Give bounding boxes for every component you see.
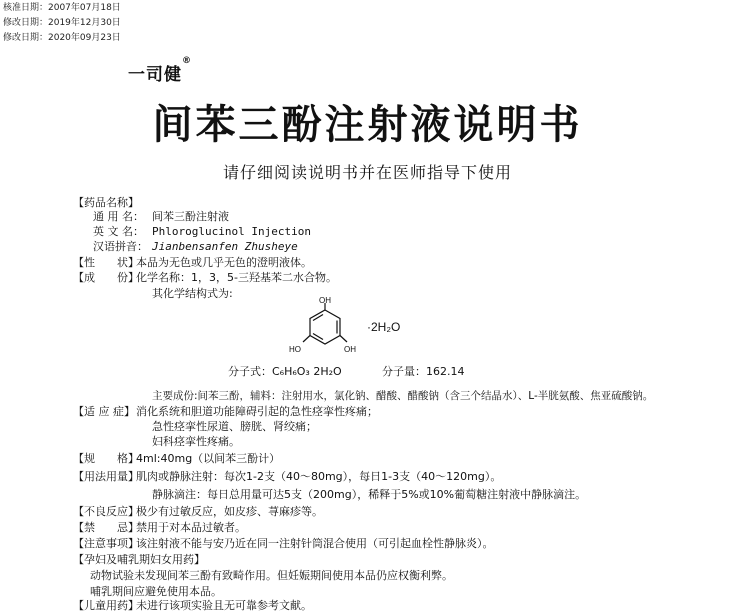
oh-right-label: OH bbox=[344, 345, 356, 354]
registered-mark: ® bbox=[182, 56, 192, 66]
section-drug-name: 【药品名称】 bbox=[73, 196, 139, 209]
indication-line-3: 妇科痉挛性疼痛。 bbox=[152, 435, 240, 448]
molecular-weight: 分子量：162.14 bbox=[382, 365, 465, 378]
precautions-value: 该注射液不能与安乃近在同一注射针筒混合使用（可引起血栓性静脉炎）。 bbox=[136, 537, 494, 550]
pinyin-label: 汉语拼音： bbox=[93, 240, 148, 253]
benzene-ring bbox=[303, 303, 347, 344]
pregnancy-line-2: 哺乳期间应避免使用本品。 bbox=[90, 585, 222, 598]
chemical-structure bbox=[283, 296, 423, 364]
adverse-reactions-value: 极少有过敏反应，如皮疹、荨麻疹等。 bbox=[136, 505, 323, 518]
section-specification: 【规 格】 bbox=[73, 452, 139, 465]
english-name-label: 英 文 名： bbox=[93, 225, 144, 238]
approval-date: 核准日期：2007年07月18日 bbox=[3, 3, 121, 13]
section-dosage: 【用法用量】 bbox=[73, 470, 139, 483]
oh-left-label: HO bbox=[289, 345, 301, 354]
section-precautions: 【注意事项】 bbox=[73, 537, 139, 550]
modify-date-1: 修改日期：2019年12月30日 bbox=[3, 18, 121, 28]
pregnancy-line-1: 动物试验未发现间苯三酚有致畸作用。但妊娠期间使用本品仍应权衡利弊。 bbox=[90, 569, 453, 582]
properties-value: 本品为无色或几乎无色的澄明液体。 bbox=[136, 256, 312, 269]
hydrate-label: ·2H₂O bbox=[367, 320, 401, 334]
indication-line-2: 急性痉挛性尿道、膀胱、肾绞痛； bbox=[152, 420, 317, 433]
section-adverse-reactions: 【不良反应】 bbox=[73, 505, 139, 518]
main-ingredients: 主要成份:间苯三酚，辅料：注射用水，氯化钠、醋酸、醋酸钠（含三个结晶水）、L-半胱氨酸、焦亚硫酸钠。 bbox=[152, 390, 654, 402]
indication-line-1: 消化系统和胆道功能障碍引起的急性痉挛性疼痛； bbox=[136, 405, 378, 418]
oh-top-label: OH bbox=[319, 296, 331, 305]
generic-name-value: 间苯三酚注射液 bbox=[152, 210, 229, 223]
structure-label: 其化学结构式为: bbox=[152, 287, 233, 300]
brand-text: 一司健 bbox=[128, 65, 182, 85]
section-children: 【儿童用药】 bbox=[73, 599, 139, 612]
chemical-name: 化学名称：1，3，5-三羟基苯二水合物。 bbox=[136, 271, 337, 284]
modify-date-2: 修改日期：2020年09月23日 bbox=[3, 33, 121, 43]
children-value: 未进行该项实验且无可靠参考文献。 bbox=[136, 599, 312, 612]
english-name-value: Phloroglucinol Injection bbox=[152, 225, 311, 238]
contraindications-value: 禁用于对本品过敏者。 bbox=[136, 521, 246, 534]
section-indications: 【适 应 症】 bbox=[73, 405, 135, 418]
dosage-line-2: 静脉滴注：每日总用量可达5支（200mg），稀释于5%或10%葡萄糖注射液中静脉滴注。 bbox=[152, 488, 587, 501]
section-properties: 【性 状】 bbox=[73, 256, 139, 269]
document-title: 间苯三酚注射液说明书 bbox=[152, 102, 583, 148]
brand-name bbox=[128, 56, 192, 85]
section-contraindications: 【禁 忌】 bbox=[73, 521, 139, 534]
specification-value: 4ml:40mg（以间苯三酚计） bbox=[136, 452, 281, 465]
document-subtitle: 请仔细阅读说明书并在医师指导下使用 bbox=[222, 163, 512, 182]
pinyin-value: Jianbensanfen Zhusheye bbox=[152, 240, 298, 253]
section-pregnancy: 【孕妇及哺乳期妇女用药】 bbox=[73, 553, 205, 566]
section-composition: 【成 份】 bbox=[73, 271, 139, 284]
molecular-formula: 分子式：C₆H₆O₃ 2H₂O bbox=[228, 365, 342, 378]
generic-name-label: 通 用 名： bbox=[93, 210, 144, 223]
dosage-line-1: 肌肉或静脉注射：每次1-2支（40～80mg），每日1-3支（40～120mg）。 bbox=[136, 470, 502, 483]
